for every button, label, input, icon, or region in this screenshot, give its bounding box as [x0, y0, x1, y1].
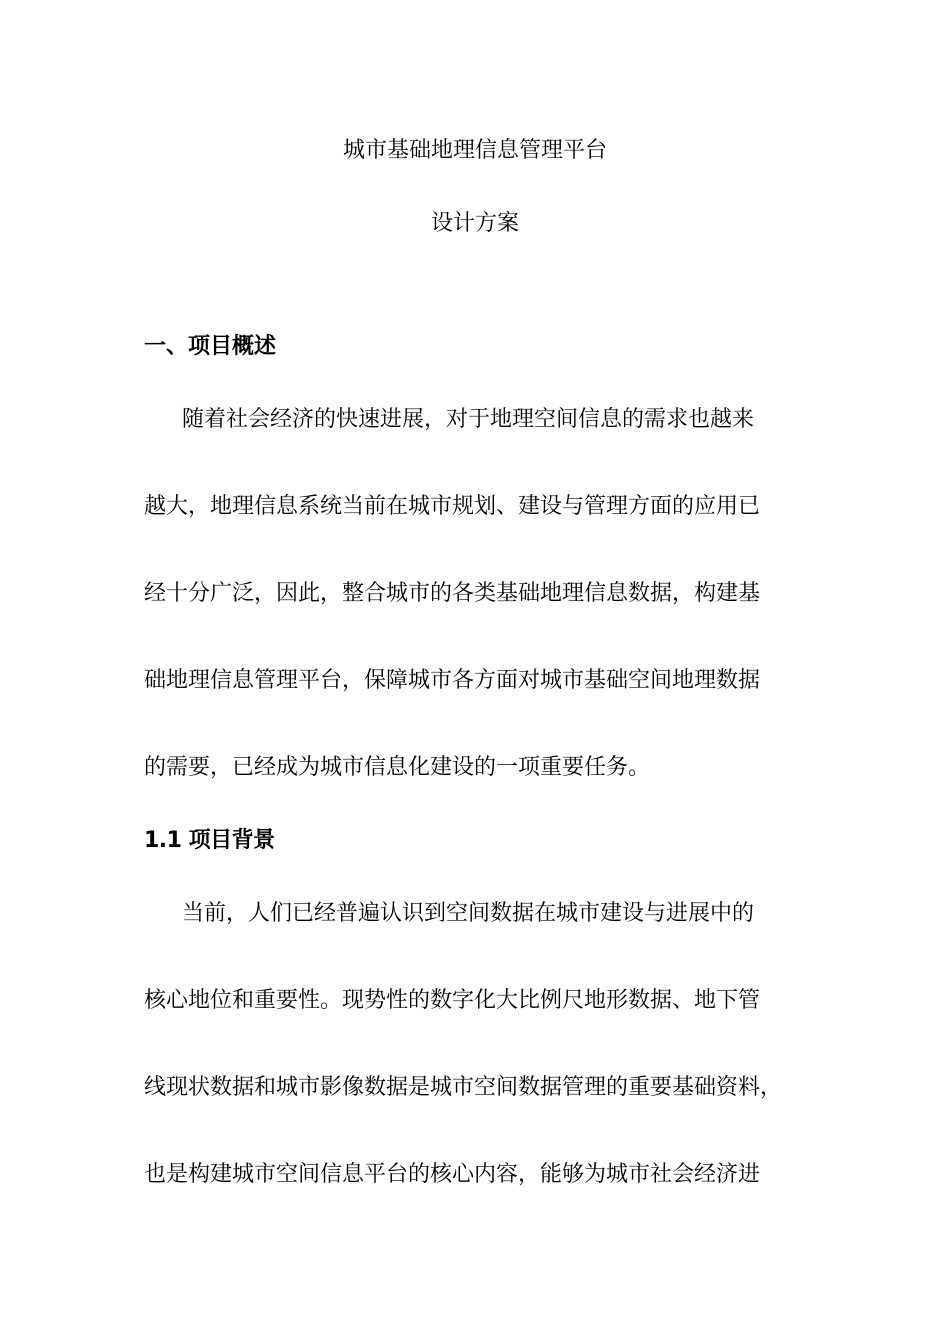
paragraph-line: 经十分广泛，因此，整合城市的各类基础地理信息数据，构建基 — [144, 581, 761, 606]
paragraph-line: 核心地位和重要性。现势性的数字化大比例尺地形数据、地下管 — [144, 988, 761, 1013]
paragraph-line: 的需要，已经成为城市信息化建设的一项重要任务。 — [144, 755, 651, 780]
section-heading-background: 1.1 项目背景 — [144, 828, 275, 853]
document-title: 城市基础地理信息管理平台 — [342, 138, 607, 163]
document-subtitle: 设计方案 — [430, 211, 519, 236]
paragraph-line: 础地理信息管理平台，保障城市各方面对城市基础空间地理数据 — [144, 668, 761, 693]
paragraph-line: 越大，地理信息系统当前在城市规划、建设与管理方面的应用已 — [144, 494, 761, 519]
paragraph-line: 线现状数据和城市影像数据是城市空间数据管理的重要基础资料， — [144, 1075, 783, 1100]
paragraph-line: 当前，人们已经普遍认识到空间数据在城市建设与进展中的 — [182, 901, 755, 926]
paragraph-line: 也是构建城市空间信息平台的核心内容，能够为城市社会经济进 — [144, 1162, 761, 1187]
paragraph-line: 随着社会经济的快速进展，对于地理空间信息的需求也越来 — [182, 407, 755, 432]
section-heading-overview: 一、项目概述 — [144, 334, 277, 359]
